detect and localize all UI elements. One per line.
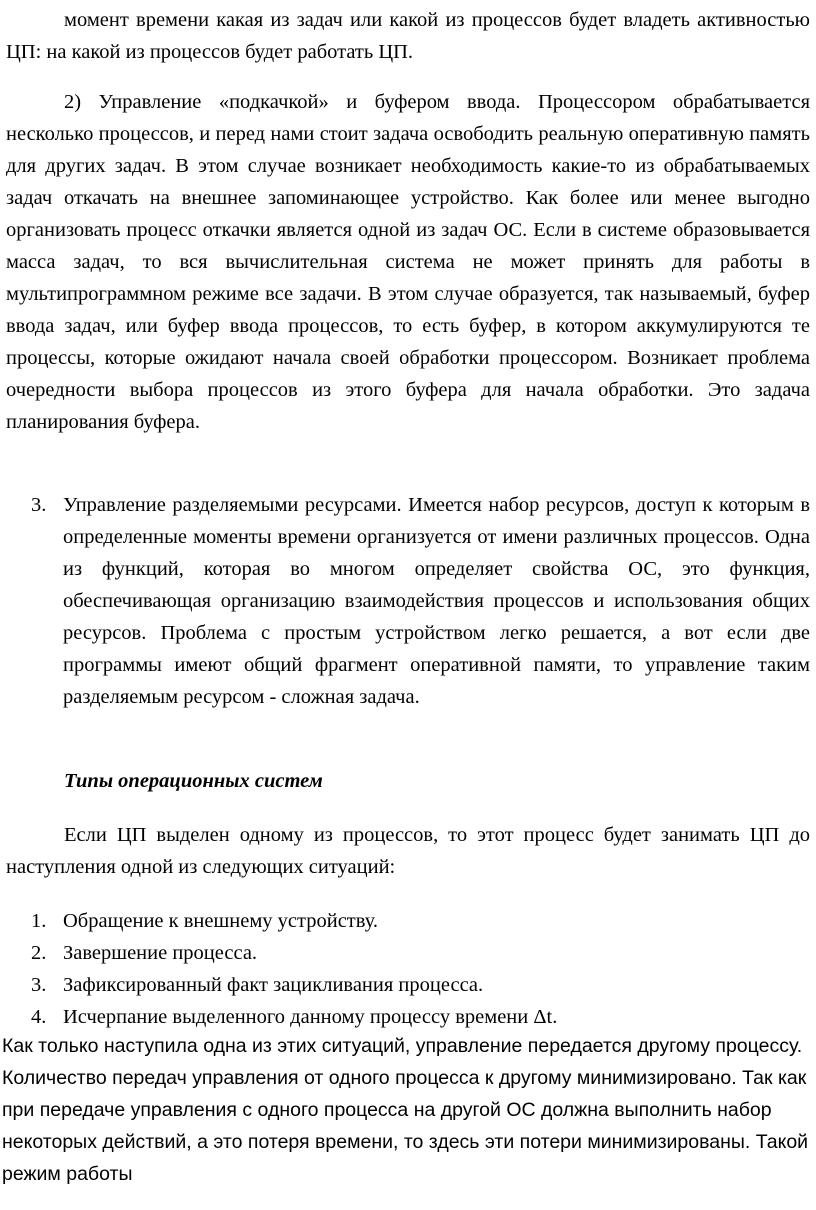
paragraph-swap-buffer-management: 2) Управление «подкачкой» и буфером ввода. Процессором обрабатывается несколько процессов, и перед нами стоит задача освободить реальную оперативную память для других задач. В этом случае возникает необходимость какие-то из обрабатываемых задач откачать на внешнее запоминающее устройство. Как более или менее выгодно организовать процесс откачки является одной из задач ОС. Если в системе образовывается масса задач, то вся вычислительная система не может принять для работы в мультипрограммном режиме все задачи. В этом случае образуется, так называемый, буфер ввода задач, или буфер ввода процессов, то есть буфер, в котором аккумулируются те процессы, которые ожидают начала своей обработки процессором. Возникает проблема очередности выбора процессов из этого буфера для начала обработки. Это задача планирования буфера. xyxy=(6,91,810,433)
list-item-number: 2. xyxy=(31,942,47,964)
list-item-number: 3. xyxy=(31,494,47,516)
list-item xyxy=(6,937,810,969)
list-item xyxy=(6,905,810,937)
paragraph-cpu-allocation: Если ЦП выделен одному из процессов, то этот процесс будет занимать ЦП до наступления одной из следующих ситуаций: xyxy=(6,824,810,878)
list-item-number: 4. xyxy=(31,1006,47,1028)
list-item-text: Обращение к внешнему устройству. xyxy=(63,910,379,932)
section-heading-os-types: Типы операционных систем xyxy=(64,770,323,792)
paragraph-cpu-activity: момент времени какая из задач или какой из процессов будет владеть активностью ЦП: на какой из процессов будет работать ЦП. xyxy=(6,9,810,63)
list-item-number: 3. xyxy=(31,974,47,996)
list-item-text: Зафиксированный факт зацикливания процесса. xyxy=(63,974,484,996)
list-item-number: 1. xyxy=(31,910,47,932)
list-item-shared-resources xyxy=(6,489,810,713)
list-item-text: Исчерпание выделенного данному процессу времени Δt. xyxy=(63,1006,558,1028)
situations-list xyxy=(6,905,810,1033)
list-item-text: Завершение процесса. xyxy=(63,942,258,964)
list-item xyxy=(6,969,810,1001)
list-item-text: Управление разделяемыми ресурсами. Имеется набор ресурсов, доступ к которым в определенные моменты времени организуется от имени различных процессов. Одна из функций, которая во многом определяет свойства ОС, это функция, обеспечивающая организацию взаимодействия процессов и использования общих ресурсов. Проблема с простым устройством легко решается, а вот если две программы имеют общий фрагмент оперативной памяти, то управление таким разделяемым ресурсом - сложная задача. xyxy=(63,494,810,708)
list-item xyxy=(6,1001,810,1033)
paragraph-control-transfer: Как только наступила одна из этих ситуаций, управление передается другому процессу. Количество передач управления от одного процесса к другому минимизировано. Так как при передаче управления с одного процесса на другой ОС должна выполнить набор некоторых действий, а это потеря времени, то здесь эти потери минимизированы. Такой режим работы xyxy=(2,1035,809,1185)
